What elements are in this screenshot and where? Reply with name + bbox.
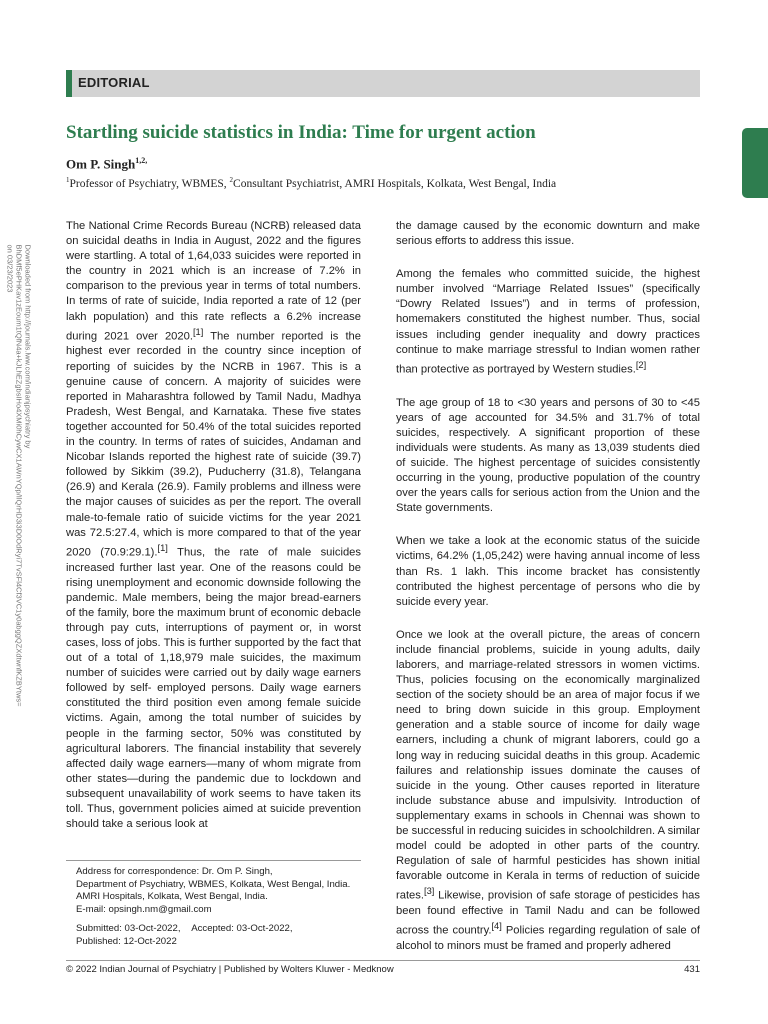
author-name: Om P. Singh (66, 156, 136, 172)
citation: [2] (635, 359, 647, 370)
body-column-right (396, 219, 700, 972)
dates-line (76, 923, 366, 936)
affiliation-part-2: Consultant Psychiatrist, AMRI Hospitals, Kolkata, West Bengal, India (233, 177, 557, 190)
submitted-date: Submitted: 03-Oct-2022, (76, 923, 181, 934)
affiliation-sup-1: 1 (66, 176, 70, 184)
paragraph-text: The age group of 18 to <30 years and persons of 30 to <45 years of age accounted for 34.5% and 31.7% of total suicides, respectively. A significant proportion of these individuals were students. As many as 13,039 students died of suicide. The highest percentage of suicides consistently occurring in the young, productive population of the country over the years calls for serious action from the Union and the State governments. (396, 396, 700, 515)
accepted-date: Accepted: 03-Oct-2022, (191, 923, 293, 934)
paragraph-text: Once we look at the overall picture, the areas of concern include financial problems, suicide in young adults, daily laborers, and marriage-related stressors in women victims. Thus, policies focusing on the economically marginalized section of the society should be an area of major focus if we need to bring down suicide in this group. Employment generation and a stable source of income for daily wage earners, including a chunk of migrant laborers, could go a long way in reducing suicidal deaths in this group. Academic failures and relationship issues dominate the causes of suicide in the young. Other causes reported in literature include substance abuse and impulsivity. Introduction of supplementary exams in schools in Chennai was shown to be successful in reducing suicides in schoolchildren. A similar model could be adopted in other parts of the country. Regulation of sale of harmful pesticides has shown initial favorable outcome in Kerala in terms of reduction of suicide rates. (396, 628, 700, 903)
section-header (66, 70, 700, 97)
paragraph (396, 219, 700, 249)
paragraph (66, 219, 361, 832)
paragraph (396, 396, 700, 517)
affiliation-sup-2: 2 (229, 176, 234, 184)
correspondence-line: Department of Psychiatry, WBMES, Kolkata, West Bengal, India. (76, 878, 351, 890)
section-accent (66, 70, 72, 97)
footer-divider (66, 960, 700, 961)
paragraph (396, 267, 700, 377)
page-number: 431 (684, 964, 700, 975)
author (66, 156, 147, 172)
citation: [1] (157, 542, 168, 553)
correspondence-divider (66, 860, 361, 861)
edge-tab (742, 128, 768, 198)
paragraph-text: Policies regarding regulation of sale of alcohol to minors must be framed and properly adhered (396, 925, 700, 953)
affiliation-part-1: Professor of Psychiatry, WBMES, (69, 177, 230, 190)
correspondence-email: E-mail: opsingh.nm@gmail.com (76, 903, 212, 915)
paragraph-text: the damage caused by the economic downturn and make serious efforts to address this issue. (396, 220, 700, 248)
affiliation (66, 176, 726, 190)
citation: [3] (423, 886, 435, 897)
section-label: EDITORIAL (78, 75, 150, 90)
footer-text: © 2022 Indian Journal of Psychiatry | Published by Wolters Kluwer - Medknow (66, 964, 394, 975)
citation: [4] (491, 921, 502, 932)
paragraph-text: When we take a look at the economic status of the suicide victims, 64.2% (1,05,242) were having annual income of less than Rs. 1 lakh. This income bracket has consistently contributed the highest percentage of persons who die by suicide every year. (396, 535, 700, 608)
paragraph (396, 534, 700, 609)
citation: [1] (192, 326, 204, 337)
correspondence-line: Address for correspondence: Dr. Om P. Singh, (76, 866, 273, 877)
download-notice: Downloaded from http://journals.lww.com/indianjpsychiatry by BhDMf5ePHKav1zEoum1tQfN4a+kJLhEZgbsIHo4XMi0hCywCX1AWnYQp/IlQrHD3i3D0OdRyi7TvSFl4Cf3VC1y0abggQZXdtwnfKZBYtws= on 03/23/2023 (5, 244, 33, 707)
paragraph-text: The National Crime Records Bureau (NCRB) released data on suicidal deaths in India in August, 2022 and the figures were startling. A total of 1,64,033 suicides were reported in the country in 2021 which is an increase of 7.2% in comparison to the previous year in terms of total numbers. In terms of rate of suicide, India reported a rate of 12 (per lakh population) and this rate reflects a 6.2% increase during 2021 over 2020. (66, 220, 361, 343)
paragraph-text: Likewise, provision of safe storage of pesticides has been found effective in Tamil Nadu and can be followed across the country. (396, 890, 700, 938)
published-date: Published: 12-Oct-2022 (76, 935, 177, 947)
author-sup: 1,2, (135, 156, 148, 165)
correspondence-line: AMRI Hospitals, Kolkata, West Bengal, India. (76, 891, 268, 902)
paragraph-text: Thus, the rate of male suicides increased further last year. One of the reasons could be rising unemployment and economic downside following the pandemic. Male members, being the major bread-earners of the family, bore the maximum brunt of economic debacle through pay cuts, interruptions of payment or, in worst cases, loss of jobs. This is further supported by the fact that out of a total of 1,18,979 male suicides, the maximum number of suicides were carried out by daily wage earners followed by self- employed persons. Daily wage earners constituted the third position even among female suicide victims. Again, among the total number of suicides by people in the farming sector, 50% was constituted by agricultural laborers. The financial instability that severely affected daily wage earners—many of whom migrate from other states—during the pandemic due to lockdown and subsequent unavailability of work seems to have taken its toll. Thus, government policies aimed at suicide prevention should take a serious look at (66, 546, 361, 831)
body-column-left (66, 219, 361, 850)
paragraph-text: The number reported is the highest ever recorded in the country since inception of reporting of suicides by the NCRB in 1967. This is a genuine cause of concern. A majority of suicides were reported in Maharashtra followed by Tamil Nadu, Madhya Pradesh, West Bengal, and Karnataka. These five states together accounted for 50.4% of the total suicides reported in the country. In terms of rates of suicides, Andaman and Nicobar Islands reported the highest rate of suicide (39.7) followed by Sikkim (39.2), Puducherry (31.8), Telangana (26.9) and Kerala (26.9). Family problems and illness were the major causes of suicides as per the report. The overall male-to-female ratio of suicide victims for the year 2021 was 72.5:27.4, which is more compared to that of the year 2020 (70.9:29.1). (66, 330, 361, 559)
correspondence-block (76, 866, 366, 948)
article-title: Startling suicide statistics in India: Time for urgent action (66, 122, 536, 143)
paragraph (396, 628, 700, 954)
paragraph-text: Among the females who committed suicide, the highest number involved “Marriage Related Issues” (specifically “Dowry Related Issues”) and in terms of profession, homemakers constituted the highest number. Thus, social issues including gender inequality and dowry practices continue to make marriage stressful to Indian women rather than protective as portrayed by Western studies. (396, 268, 700, 376)
